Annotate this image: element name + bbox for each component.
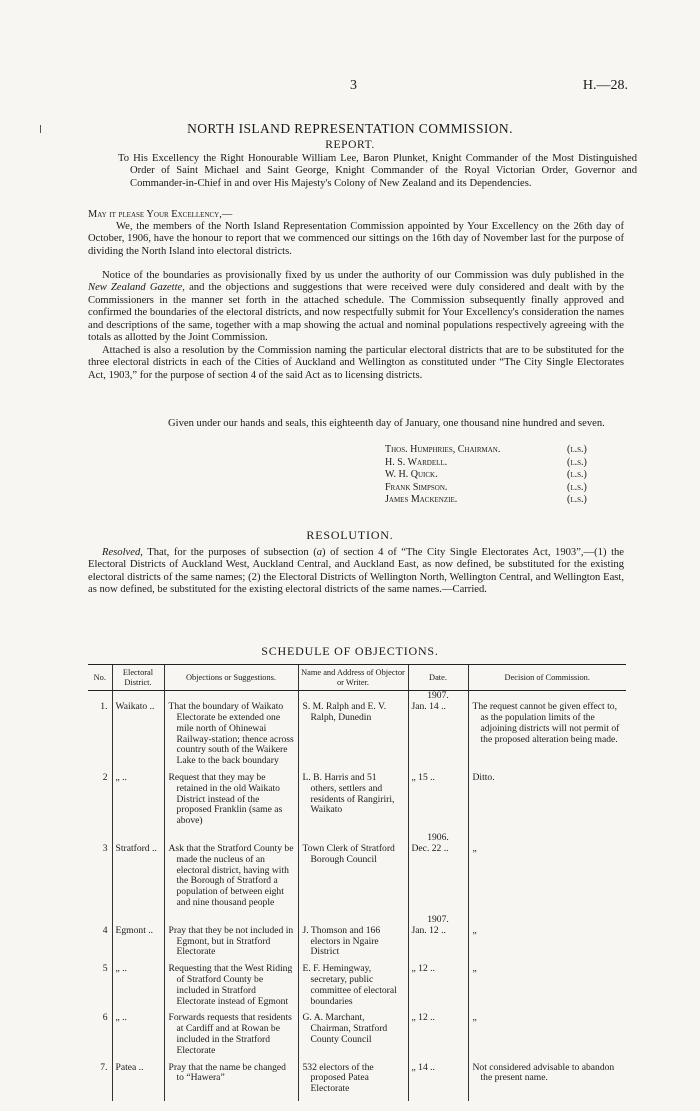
seal-mark: (l.s.) [567,494,587,506]
signatory [385,482,601,495]
seal-mark: (l.s.) [567,469,587,481]
date-value: Jan. 14 .. [411,700,446,712]
document-subtitle: REPORT. [325,139,375,151]
paragraph-2-text-a: Notice of the boundaries as provisionally fixed by us under the authority of our Commission was duly published in the [102,270,624,281]
decision-cell [468,1013,626,1062]
signatory [385,457,601,470]
electoral-district-cell-text: „ .. [115,1012,127,1024]
electoral-district-cell-text: „ .. [115,963,127,975]
electoral-district-cell [112,691,164,773]
date-cell [408,1063,468,1101]
objection-cell [164,1013,298,1062]
decision-cell-text: „ [472,963,477,975]
objection-cell [164,964,298,1013]
row-number [88,1063,112,1101]
electoral-district-cell [112,915,164,964]
row-number-text: 4 [102,924,108,936]
decision-cell-text: Not considered advisable to abandon the present name. [472,1061,615,1084]
subsection-letter: a [316,547,323,558]
objection-cell [164,1063,298,1101]
row-number [88,691,112,773]
electoral-district-cell-text: Egmont .. [115,924,154,936]
objector-cell [298,915,408,964]
column-header-district: Electoral District. [112,665,164,691]
report-paragraph-1: We, the members of the North Island Representation Commission appointed by Your Excellency on the 26th day of October, 1906, have the honour to report that we commenced our sittings on the 16th day of November last for the purpose of dividing the North Island into electoral districts. [88,221,624,257]
row-number-text: 6 [102,1012,108,1024]
seal-mark: (l.s.) [567,481,587,493]
objector-cell [298,691,408,773]
table-row [88,964,626,1013]
table-row [88,833,626,915]
signatory-name: Thos. Humphries, Chairman. [385,444,501,455]
report-paragraph-3: Attached is also a resolution by the Commission naming the particular electoral districts that are to be substituted for the three electoral districts in each of the Cities of Auckland and Wellington as constituted under “The City Single Electorates Act, 1903,” for the purpose of section 4 of the said Act as to licensing districts. [88,345,624,381]
signatory [385,494,601,507]
date-cell [408,1013,468,1062]
date-cell [408,773,468,833]
date-cell [408,915,468,964]
objection-cell-text: That the boundary of Waikato Electorate be extended one mile north of Ohinewai Railway-station; thence across country south of the Waikere Lake to the back boundary [168,701,294,767]
date-value: „ 15 .. [411,771,435,783]
signatory-name: H. S. Wardell. [385,456,448,468]
decision-cell-text: Ditto. [472,771,495,783]
row-number [88,915,112,964]
schedule-header-row [88,665,626,691]
row-number-text: 1. [100,701,108,713]
objection-cell-text: Ask that the Stratford County be made the nucleus of an electoral district, having with the Borough of Stratford a population of between eight and nine thousand people [168,842,294,908]
signatory-name: Frank Simpson. [385,481,448,493]
objection-cell [164,773,298,833]
signatory-name: W. H. Quick. [385,469,438,481]
resolution-text-a: , That, for the purposes of subsection ( [140,547,317,558]
electoral-district-cell-text: Stratford .. [115,842,157,854]
objector-cell-text: S. M. Ralph and E. V. Ralph, Dunedin [302,701,387,723]
date-cell [408,964,468,1013]
signatories [385,444,601,507]
signatory [385,444,601,457]
salutation: May it please Your Excellency,— [88,209,233,220]
year-label: 1907. [427,913,449,925]
decision-cell [468,773,626,833]
objector-cell [298,1063,408,1101]
electoral-district-cell-text: Patea .. [115,1061,144,1073]
column-header-date: Date. [408,665,468,691]
objector-cell [298,773,408,833]
objection-cell-text: Request that they may be retained in the old Waikato District instead of the proposed Franklin (same as above) [168,771,283,827]
decision-cell [468,833,626,915]
document-title: NORTH ISLAND REPRESENTATION COMMISSION. [187,121,513,136]
column-header-name: Name and Address of Objector or Writer. [298,665,408,691]
objection-cell-text: Requesting that the West Riding of Stratford County be included in Stratford Electorate instead of Egmont [168,963,293,1007]
electoral-district-cell [112,1013,164,1062]
objector-cell-text: J. Thomson and 166 electors in Ngaire District [302,924,381,958]
gazette-title: New Zealand Gazette [88,282,183,294]
table-row [88,915,626,964]
decision-cell [468,691,626,773]
objector-cell-text: G. A. Marchant, Chairman, Stratford County Council [302,1012,388,1045]
schedule-body [88,691,626,1101]
column-header-decision: Decision of Commission. [468,665,626,691]
objector-cell [298,833,408,915]
table-row [88,773,626,833]
date-value: „ 12 .. [411,1012,435,1024]
electoral-district-cell [112,964,164,1013]
decision-cell-text: „ [472,1012,477,1024]
row-number [88,1013,112,1062]
address-paragraph: To His Excellency the Right Honourable William Lee, Baron Plunket, Knight Commander of the Most Distinguished Order of Saint Michael and Saint George, Knight Commander of the Royal Victorian Order, Governor and Commander-in-Chief in and over His Majesty's Colony of New Zealand and its Dependencies. [118,153,637,189]
decision-cell-text: The request cannot be given effect to, as the population limits of the adjoining districts will not permit of the proposed alteration being made. [472,701,620,745]
decision-cell-text: „ [472,842,477,854]
row-number-text: 3 [102,842,108,854]
resolution-text-b: ) of section 4 of “The City Single Electorates Act, 1903”,—(1) the Electoral Districts of Auckland West, Auckland Central, and Auckland East, as now defined, be substituted for the existing electoral districts of the same names; (2) the Electoral Districts of Wellington North, Wellington Central, and Wellington East, as now defined, be substituted for the existing electoral districts of the same names.—Carried. [88,547,625,596]
electoral-district-cell [112,773,164,833]
schedule-title: SCHEDULE OF OBJECTIONS. [261,644,439,658]
date-value: „ 12 .. [411,963,435,975]
electoral-district-cell-text: „ .. [115,771,127,783]
row-number [88,773,112,833]
decision-cell [468,964,626,1013]
paragraph-2-text-b: , and the objections and suggestions that were received were duly considered and dealt with by the Commissioners in the manner set forth in the attached schedule. The Commission subsequently finally approved and confirmed the boundaries of the electoral districts, and now respectfully submit for Your Excellency's consideration the names and descriptions of the same, together with a map showing the actual and nominal populations respectively agreeing with the totals as allotted by the Joint Commission. [88,282,624,344]
year-label: 1906. [427,831,449,843]
date-value: Dec. 22 .. [411,842,449,854]
resolution-title: RESOLUTION. [306,528,394,542]
date-cell [408,833,468,915]
objection-cell [164,833,298,915]
objection-cell-text: Pray that the name be changed to “Hawera” [168,1061,286,1084]
electoral-district-cell [112,1063,164,1101]
date-value: Jan. 12 .. [411,924,446,936]
date-cell [408,691,468,773]
electoral-district-cell [112,833,164,915]
date-value: „ 14 .. [411,1061,435,1073]
signatory [385,469,601,482]
row-number [88,833,112,915]
signatory-name: James Mackenzie. [385,494,458,506]
objector-cell-text: Town Clerk of Stratford Borough Council [302,842,395,865]
report-paragraph-2 [88,270,624,344]
table-row [88,691,626,773]
seal-mark: (l.s.) [567,456,587,468]
row-number [88,964,112,1013]
objection-cell-text: Forwards requests that residents at Cardiff and at Rowan be included in the Stratford Electorate [168,1012,292,1056]
objector-cell [298,964,408,1013]
objection-cell-text: Pray that they be not included in Egmont, but in Stratford Electorate [168,924,294,958]
given-under-hands: Given under our hands and seals, this eighteenth day of January, one thousand nine hundred and seven. [168,418,605,429]
decision-cell-text: „ [472,924,477,936]
objector-cell-text: 532 electors of the proposed Patea Electorate [302,1061,374,1095]
decision-cell [468,1063,626,1101]
table-row [88,1013,626,1062]
column-header-objection: Objections or Suggestions. [164,665,298,691]
objection-cell [164,915,298,964]
table-row [88,1063,626,1101]
resolution-paragraph [88,547,624,597]
objector-cell-text: E. F. Hemingway, secretary, public committee of electoral boundaries [302,963,397,1007]
row-number-text: 2 [102,771,108,783]
objector-cell [298,1013,408,1062]
resolved-word: Resolved [102,547,141,558]
decision-cell [468,915,626,964]
schedule-table [88,664,626,1101]
row-number-text: 7. [100,1061,108,1073]
year-label: 1907. [427,690,449,702]
column-header-no: No. [88,665,112,691]
seal-mark: (l.s.) [567,444,587,455]
objection-cell [164,691,298,773]
document-reference: H.—28. [582,78,628,93]
row-number-text: 5 [102,963,108,975]
page-number: 3 [350,78,357,93]
electoral-district-cell-text: Waikato .. [115,701,155,713]
objector-cell-text: L. B. Harris and 51 others, settlers and residents of Rangiriri, Waikato [302,771,395,816]
